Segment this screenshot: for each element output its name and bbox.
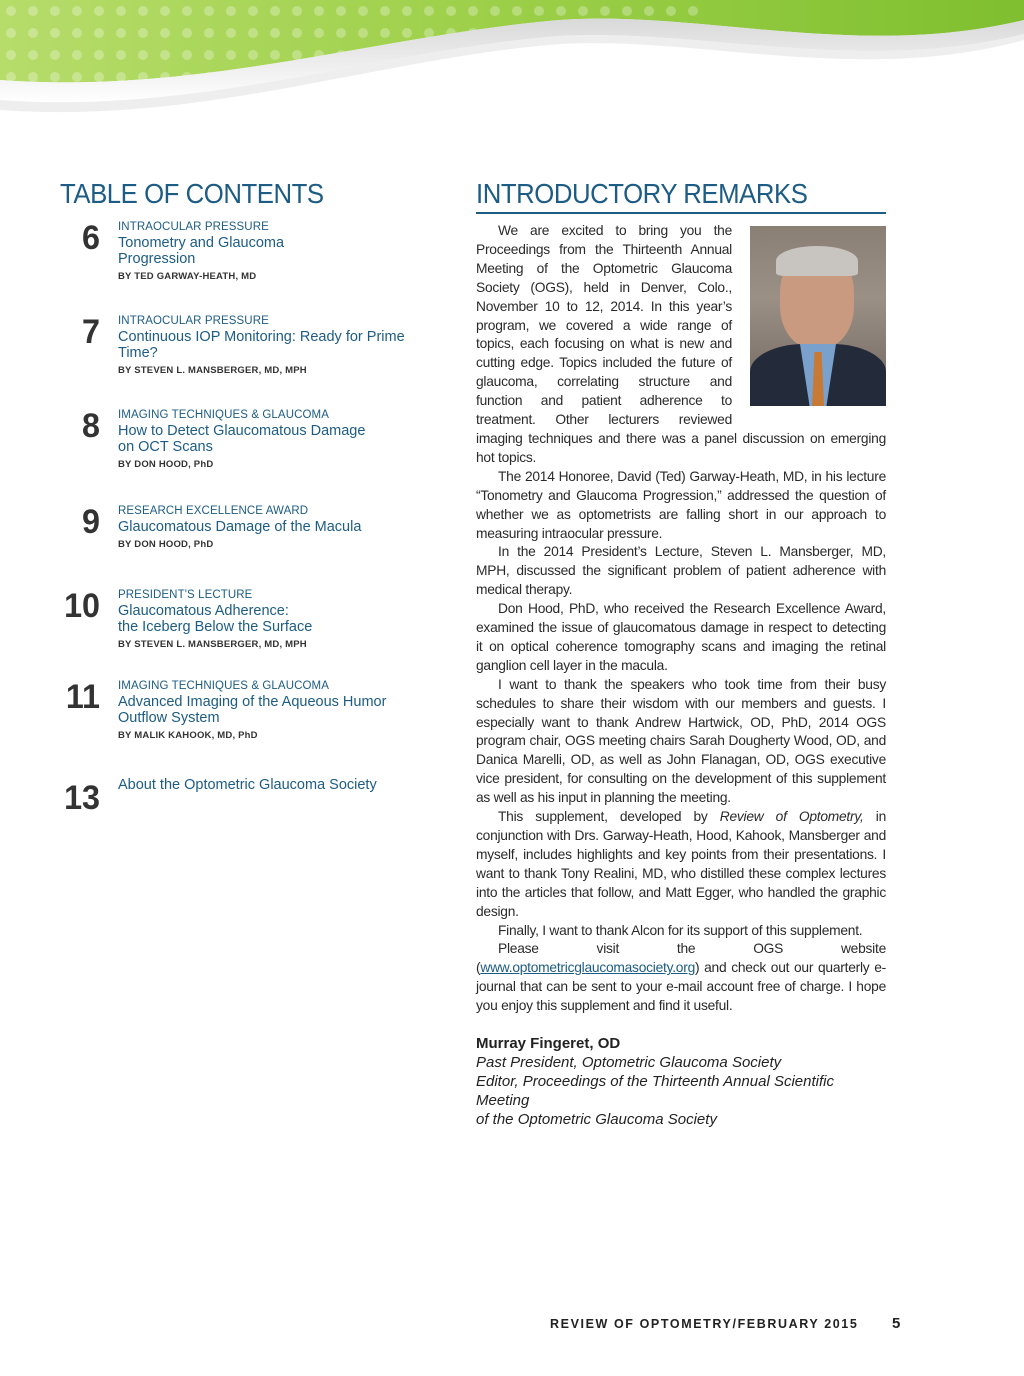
toc-headline[interactable]	[118, 603, 448, 635]
toc-headline-line: Advanced Imaging of the Aqueous Humor	[118, 694, 387, 710]
footer-page-number: 5	[892, 1315, 901, 1332]
toc-page-number: 9	[82, 503, 100, 541]
toc-category: IMAGING TECHNIQUES & GLAUCOMA	[118, 409, 329, 421]
toc-headline[interactable]	[118, 329, 448, 361]
toc-headline[interactable]	[118, 235, 448, 267]
author-photo	[750, 226, 886, 406]
intro-paragraph	[476, 940, 886, 1016]
toc-category: PRESIDENT'S LECTURE	[118, 589, 253, 601]
signature-block	[476, 1034, 886, 1129]
toc-byline: BY MALIK KAHOOK, MD, PhD	[118, 730, 258, 741]
toc-page-number: 8	[82, 407, 100, 445]
title-divider	[476, 212, 886, 214]
toc-headline-line: Tonometry and Glaucoma	[118, 235, 285, 251]
toc-category: INTRAOCULAR PRESSURE	[118, 221, 269, 233]
toc-headline-line: Glaucomatous Adherence:	[118, 603, 289, 619]
footer-publication: REVIEW OF OPTOMETRY/FEBRUARY 2015	[550, 1317, 859, 1331]
text-run: ) and check out our quarterly e-journal that can be sent to your e-mail account free of charge. I hope you enjoy this supplement and find it useful.	[476, 960, 886, 1014]
toc-headline-line: Outflow System	[118, 710, 220, 726]
toc-page-number: 6	[82, 219, 100, 257]
toc-page-number: 10	[64, 587, 100, 625]
text-run: Please visit the OGS website (	[476, 941, 886, 976]
intro-paragraph	[476, 808, 886, 921]
toc-byline: BY DON HOOD, PhD	[118, 539, 214, 550]
toc-byline: BY STEVEN L. MANSBERGER, MD, MPH	[118, 639, 307, 650]
toc-category: RESEARCH EXCELLENCE AWARD	[118, 505, 309, 517]
toc-page-number: 7	[82, 313, 100, 351]
signature-role: Editor, Proceedings of the Thirteenth Annual Scientific Meeting	[476, 1073, 834, 1110]
introductory-remarks	[476, 178, 886, 1129]
table-of-contents	[60, 178, 440, 817]
toc-headline-line: on OCT Scans	[118, 439, 213, 455]
toc-title: TABLE OF CONTENTS	[60, 178, 324, 209]
toc-headline[interactable]	[118, 423, 448, 455]
signature-role: Past President, Optometric Glaucoma Society	[476, 1054, 782, 1072]
intro-paragraph: We are excited to bring you the Proceedings from the Thirteenth Annual Meeting of the Optometric Glaucoma Society (OGS), held in Denver, Colo., November 10 to 12, 2014. In this year’s program, we covered a wide range of topics, each focusing on what is new and cutting edge. Topics included the future of glaucoma, correlating structure and function and patient adherence to treatment. Other lecturers reviewed imaging techniques and there was a panel discussion on emerging hot topics.	[476, 223, 886, 465]
publication-name: Review of Optometry,	[719, 809, 864, 825]
toc-page-number: 13	[64, 779, 100, 817]
toc-byline: BY DON HOOD, PhD	[118, 459, 214, 470]
intro-paragraph: The 2014 Honoree, David (Ted) Garway-Heath, MD, in his lecture “Tonometry and Glaucoma Progression,” addressed the question of whether we as optometrists are falling short in our approach to measuring intraocular pressure.	[476, 468, 886, 541]
header-banner	[0, 0, 1024, 160]
toc-byline: BY TED GARWAY-HEATH, MD	[118, 271, 257, 282]
green-wave-graphic	[0, 0, 1024, 160]
toc-headline-line: How to Detect Glaucomatous Damage	[118, 423, 366, 439]
toc-headline-line: About the Optometric Glaucoma Society	[118, 777, 377, 793]
toc-headline[interactable]	[118, 777, 448, 793]
intro-body	[476, 222, 886, 1016]
toc-headline-line: Glaucomatous Damage of the Macula	[118, 519, 362, 535]
intro-paragraph: Finally, I want to thank Alcon for its support of this supplement.	[498, 922, 863, 938]
intro-paragraph: Don Hood, PhD, who received the Research Excellence Award, examined the issue of glaucomatous damage in respect to detecting it on optical coherence tomography scans and imaging the retinal ganglion cell layer in the macula.	[476, 601, 886, 673]
photo-hair	[776, 246, 858, 276]
toc-headline-line: Continuous IOP Monitoring: Ready for Prime Time?	[118, 329, 405, 361]
signature-name: Murray Fingeret, OD	[476, 1035, 621, 1053]
toc-headline-line: Progression	[118, 251, 196, 267]
toc-page-number: 11	[65, 678, 100, 716]
intro-title: INTRODUCTORY REMARKS	[476, 178, 808, 209]
toc-category: INTRAOCULAR PRESSURE	[118, 315, 269, 327]
ogs-website-link[interactable]: www.optometricglaucomasociety.org	[480, 960, 695, 976]
intro-paragraph: In the 2014 President’s Lecture, Steven L. Mansberger, MD, MPH, discussed the significant problem of patient adherence with medical therapy.	[476, 544, 886, 598]
toc-headline[interactable]	[118, 694, 448, 726]
signature-role: of the Optometric Glaucoma Society	[476, 1111, 717, 1129]
text-run: in conjunction with Drs. Garway-Heath, Hood, Kahook, Mansberger and myself, includes highlights and key points from their presentations. I want to thank Tony Realini, MD, who distilled these complex lectures into the articles that follow, and Matt Egger, who handled the graphic design.	[476, 809, 887, 919]
text-run: This supplement, developed by	[498, 809, 720, 825]
toc-headline-line: the Iceberg Below the Surface	[118, 619, 313, 635]
toc-category: IMAGING TECHNIQUES & GLAUCOMA	[118, 680, 329, 692]
toc-byline: BY STEVEN L. MANSBERGER, MD, MPH	[118, 365, 307, 376]
intro-paragraph: I want to thank the speakers who took time from their busy schedules to share their wisdom with our members and guests. I especially want to thank Andrew Hartwick, OD, PhD, 2014 OGS program chair, OGS meeting chairs Sarah Dougherty Wood, OD, and Danica Marelli, OD, as well as John Flanagan, OD, OGS executive vice president, for consulting on the development of this supplement as well as his input in planning the meeting.	[476, 676, 886, 806]
toc-headline[interactable]	[118, 519, 448, 535]
